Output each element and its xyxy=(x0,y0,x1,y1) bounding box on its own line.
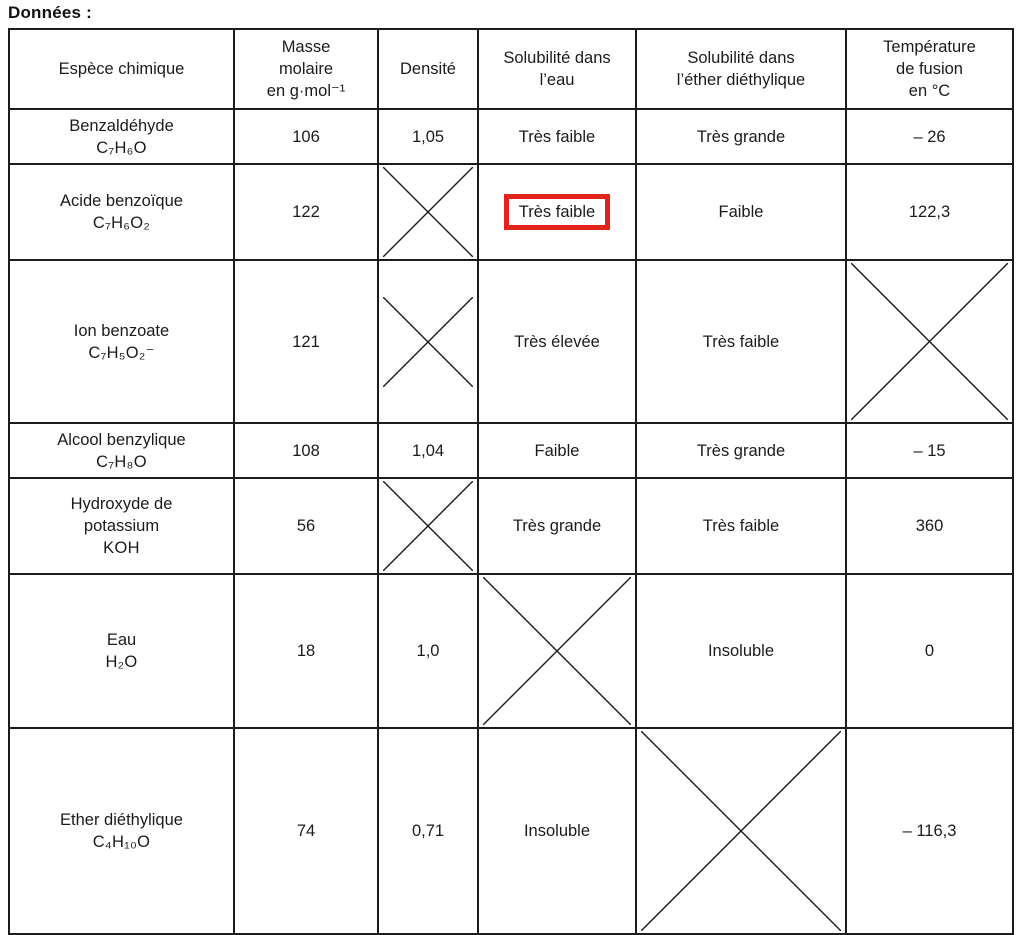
table-row xyxy=(9,423,1013,478)
species-formula: KOH xyxy=(103,539,140,557)
value-cell xyxy=(846,109,1013,164)
value-cell xyxy=(378,423,478,478)
cell-value: 1,05 xyxy=(411,127,445,146)
crossed-out-icon xyxy=(483,577,631,725)
column-header-line: de fusion xyxy=(896,60,963,78)
cell-value: Très grande xyxy=(696,441,786,460)
value-cell xyxy=(378,574,478,728)
species-formula: C₄H₁₀O xyxy=(92,833,151,851)
column-header xyxy=(234,29,378,109)
crossed-out-icon xyxy=(383,481,473,571)
crossed-out-icon xyxy=(383,167,473,257)
column-header xyxy=(9,29,234,109)
value-cell xyxy=(234,260,378,423)
cell-value: 108 xyxy=(292,441,320,460)
species-cell xyxy=(9,423,234,478)
column-header-line: Solubilité dans xyxy=(687,49,795,67)
cell-value: 122 xyxy=(292,203,320,221)
cell-value: 1,04 xyxy=(411,441,445,460)
species-formula: C₇H₈O xyxy=(96,452,147,471)
value-cell xyxy=(234,574,378,728)
cell-value: 122,3 xyxy=(908,203,951,221)
species-formula: H₂O xyxy=(105,653,138,671)
value-cell xyxy=(378,109,478,164)
crossed-cell xyxy=(378,260,478,423)
value-cell xyxy=(636,164,846,260)
cell-value: 0,71 xyxy=(411,822,445,840)
value-cell xyxy=(478,423,636,478)
value-cell xyxy=(636,423,846,478)
species-cell xyxy=(9,164,234,260)
table-row xyxy=(9,728,1013,934)
column-header-line: Espèce chimique xyxy=(58,60,185,78)
species-name-line: Hydroxyde de xyxy=(70,495,173,513)
species-cell xyxy=(9,260,234,423)
species-name-line: Acide benzoïque xyxy=(60,192,183,210)
value-cell xyxy=(636,478,846,574)
value-cell xyxy=(846,164,1013,260)
crossed-cell xyxy=(478,574,636,728)
value-cell xyxy=(478,260,636,423)
value-cell xyxy=(636,260,846,423)
species-name-line: Ion benzoate xyxy=(73,321,170,340)
cell-value: – 15 xyxy=(913,441,946,460)
species-name-line: potassium xyxy=(83,517,160,535)
value-cell xyxy=(478,164,636,260)
species-formula: C₇H₅O₂⁻ xyxy=(88,343,155,362)
crossed-out-icon xyxy=(383,297,473,387)
cell-value: 1,0 xyxy=(416,642,440,660)
column-header-line: Densité xyxy=(400,60,456,78)
cell-value: 56 xyxy=(296,517,316,535)
cell-value: Insoluble xyxy=(523,822,591,840)
species-cell xyxy=(9,478,234,574)
header-row xyxy=(9,29,1013,109)
crossed-out-icon xyxy=(641,731,841,931)
column-header-line: Masse xyxy=(281,38,331,56)
value-cell xyxy=(378,728,478,934)
data-table xyxy=(8,28,1014,935)
column-header-line: molaire xyxy=(278,60,334,78)
column-header xyxy=(478,29,636,109)
value-cell xyxy=(636,109,846,164)
cell-value: – 116,3 xyxy=(902,822,957,840)
value-cell xyxy=(478,728,636,934)
value-cell xyxy=(846,478,1013,574)
cell-value: Très faible xyxy=(702,332,780,351)
column-header xyxy=(846,29,1013,109)
cell-value: Très faible xyxy=(702,517,780,535)
value-cell xyxy=(234,423,378,478)
table-row xyxy=(9,164,1013,260)
value-cell xyxy=(846,728,1013,934)
cell-value: Faible xyxy=(718,203,764,221)
cell-value: 18 xyxy=(296,642,316,660)
species-cell xyxy=(9,728,234,934)
value-cell xyxy=(846,574,1013,728)
value-cell xyxy=(478,478,636,574)
column-header-line: l’éther diéthylique xyxy=(676,71,806,89)
species-name-line: Alcool benzylique xyxy=(57,430,186,449)
cell-value: Faible xyxy=(534,441,580,460)
species-formula: C₇H₆O xyxy=(96,138,147,157)
column-header-line: Température xyxy=(883,38,976,56)
species-name-line: Eau xyxy=(106,631,137,649)
document-title: Données : xyxy=(8,3,92,22)
table-row xyxy=(9,574,1013,728)
cell-value: Très élevée xyxy=(514,332,600,351)
value-cell xyxy=(846,423,1013,478)
crossed-out-icon xyxy=(851,263,1008,420)
value-cell xyxy=(234,728,378,934)
cell-value: Très grande xyxy=(512,517,602,535)
column-header xyxy=(636,29,846,109)
crossed-cell xyxy=(378,478,478,574)
cell-value: 360 xyxy=(915,517,944,535)
value-cell xyxy=(234,109,378,164)
cell-value: Très grande xyxy=(696,127,786,146)
table-row xyxy=(9,260,1013,423)
cell-value: – 26 xyxy=(913,127,946,146)
column-header-line: l’eau xyxy=(539,71,575,89)
column-header xyxy=(378,29,478,109)
highlight-box xyxy=(504,194,610,230)
cell-value: Très faible xyxy=(518,127,596,146)
column-header-line: Solubilité dans xyxy=(503,49,611,67)
crossed-cell xyxy=(846,260,1013,423)
cell-value: 106 xyxy=(292,127,320,146)
value-cell xyxy=(234,478,378,574)
value-cell xyxy=(478,109,636,164)
cell-value: 74 xyxy=(296,822,316,840)
species-formula: C₇H₆O₂ xyxy=(92,214,151,232)
table-row xyxy=(9,109,1013,164)
species-name-line: Ether diéthylique xyxy=(60,811,183,829)
value-cell xyxy=(636,574,846,728)
cell-value: 0 xyxy=(924,642,935,660)
value-cell xyxy=(234,164,378,260)
species-name-line: Benzaldéhyde xyxy=(69,116,174,135)
cell-value: Insoluble xyxy=(707,642,775,660)
cell-value: 121 xyxy=(292,332,320,351)
crossed-cell xyxy=(378,164,478,260)
column-header-line: en g·mol⁻¹ xyxy=(266,82,346,100)
crossed-cell xyxy=(636,728,846,934)
highlighted-value: Très faible xyxy=(518,203,596,221)
column-header-line: en °C xyxy=(908,82,951,100)
species-cell xyxy=(9,574,234,728)
species-cell xyxy=(9,109,234,164)
table-row xyxy=(9,478,1013,574)
